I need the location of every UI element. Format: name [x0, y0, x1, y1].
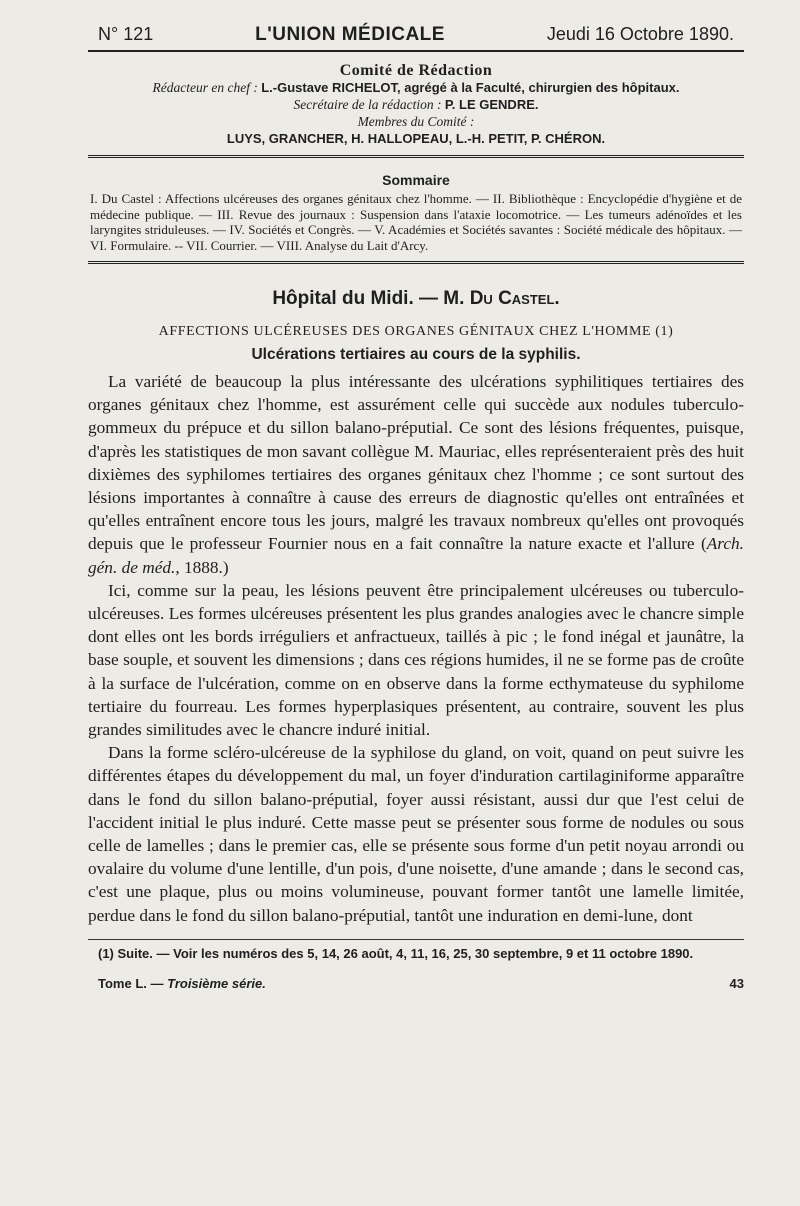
paragraph-2: Ici, comme sur la peau, les lésions peuvent être principalement ulcéreuses ou tuberculo-ulcéreuses. Les formes ulcéreuses présentent les plus grandes analogies avec le chancre simple dont elles ont les bords irréguliers et anfractueux, taillés à pic ; le fond inégal et jaunâtre, la base souple, et souvent les dimensions ; dans ces régions humides, il ne se forme pas de croûte à la surface de l'ulcération, comme on en observe dans la forme ecthymateuse du syphilome tertiaire du fourreau. Les formes hyperplasiques présentent, au contraire, souvent les plus grandes similitudes avec le chancre induré initial. [88, 580, 744, 740]
committee-members: LUYS, GRANCHER, H. HALLOPEAU, L.-H. PETIT, P. CHÉRON. [226, 131, 606, 146]
page-number: 43 [729, 975, 744, 991]
secretary-label: Secrétaire de la rédaction : [293, 97, 442, 112]
editor-label: Rédacteur en chef : [152, 80, 258, 95]
editor-name: L.-Gustave RICHELOT, agrégé à la Faculté, chirurgien des hôpitaux. [261, 80, 680, 95]
secretary-name: P. LE GENDRE. [444, 97, 539, 112]
series-label: Troisième série. [167, 975, 266, 991]
editor-line [88, 79, 744, 96]
citation: Arch. gén. de méd. [88, 534, 744, 577]
article-title: AFFECTIONS ULCÉREUSES DES ORGANES GÉNITAUX CHEZ L'HOMME (1) [158, 324, 674, 339]
masthead [88, 24, 744, 46]
hospital-label: Hôpital du Midi. — M. [272, 288, 465, 309]
footnote: (1) Suite. — Voir les numéros des 5, 14, 26 août, 4, 11, 16, 25, 30 septembre, 9 et 11 octobre 1890. [98, 945, 694, 961]
journal-title: L'UNION MÉDICALE [255, 24, 445, 45]
article-subtitle: Ulcérations tertiaires au cours de la syphilis. [251, 346, 581, 363]
committee-rule [88, 155, 744, 158]
secretary-line [88, 96, 744, 113]
masthead-rule [88, 50, 744, 52]
issue-date: Jeudi 16 Octobre 1890. [546, 24, 734, 44]
sommaire-rule [88, 261, 744, 264]
members-label: Membres du Comité : [357, 114, 475, 129]
paragraph-1-end: , 1888.) [175, 557, 229, 577]
paragraph-1-text: La variété de beaucoup la plus intéressante des ulcérations syphilitiques tertiaires des organes génitaux chez l'homme, est assurément celle qui succède aux nodules tuberculo-gommeux du prépuce et du sillon balano-préputial. Ce sont des lésions fréquentes, puisque, d'après les statistiques de mon savant collègue M. Mauriac, elles représenteraient près des huit dixièmes des syphilomes tertiaires des organes génitaux chez l'homme ; ce sont surtout des lésions importantes à connaître à cause des erreurs de diagnostic qu'elles ont entraînées et qu'elles entraînent encore tous les jours, malgré les travaux nombreux qu'elles ont provoqués depuis que le professeur Fournier nous en a fait connaître la nature exacte et l'allure ( [88, 372, 744, 554]
committee-heading: Comité de Rédaction [339, 62, 493, 79]
editorial-committee [88, 62, 744, 147]
footnote-rule [88, 939, 744, 940]
members-label-line [88, 113, 744, 130]
paragraph-1 [88, 370, 744, 579]
paragraph-3: Dans la forme scléro-ulcéreuse de la syphilose du gland, on voit, quand on peut suivre les différentes étapes du développement du mal, un foyer d'induration cartilaginiforme apparaître dans le fond du sillon balano-préputial, foyer aussi résistant, aussi dur que l'est celui de l'accident initial le plus induré. Cette masse peut se présenter sous forme de nodules ou sous celle de lamelles ; dans le premier cas, elle se présente sous forme d'un petit noyau arrondi ou ovalaire du volume d'une lentille, d'un pois, d'une noisette, d'une amande ; dans le second cas, c'est une plaque, plus ou moins volumineuse, pouvant former tantôt une lamelle limitée, perdue dans le fond du sillon balano-préputial, tantôt une induration en demi-lune, dont [88, 743, 744, 925]
sommaire-title: Sommaire [382, 172, 450, 188]
tome-label: Tome L. — [98, 975, 164, 991]
issue-number: N° 121 [98, 24, 154, 44]
article-author: Du Castel. [469, 288, 560, 309]
article-body [88, 370, 744, 927]
sommaire-text: I. Du Castel : Affections ulcéreuses des organes génitaux chez l'homme. — II. Bibliothèque : Encyclopédie d'hygiène et de médecine publique. — III. Revue des journaux : Suspension dans l'ataxie locomotrice. — Les tumeurs adénoïdes et les laryngites striduleuses. — IV. Sociétés et Congrès. — V. Académies et Sociétés savantes : Société médicale des hôpitaux. — VI. Formulaire. -- VII. Courrier. — VIII. Analyse du Lait d'Arcy. [90, 191, 742, 253]
footer-volume [98, 976, 266, 991]
article-hospital-heading [88, 288, 744, 310]
page-footer [88, 976, 744, 991]
